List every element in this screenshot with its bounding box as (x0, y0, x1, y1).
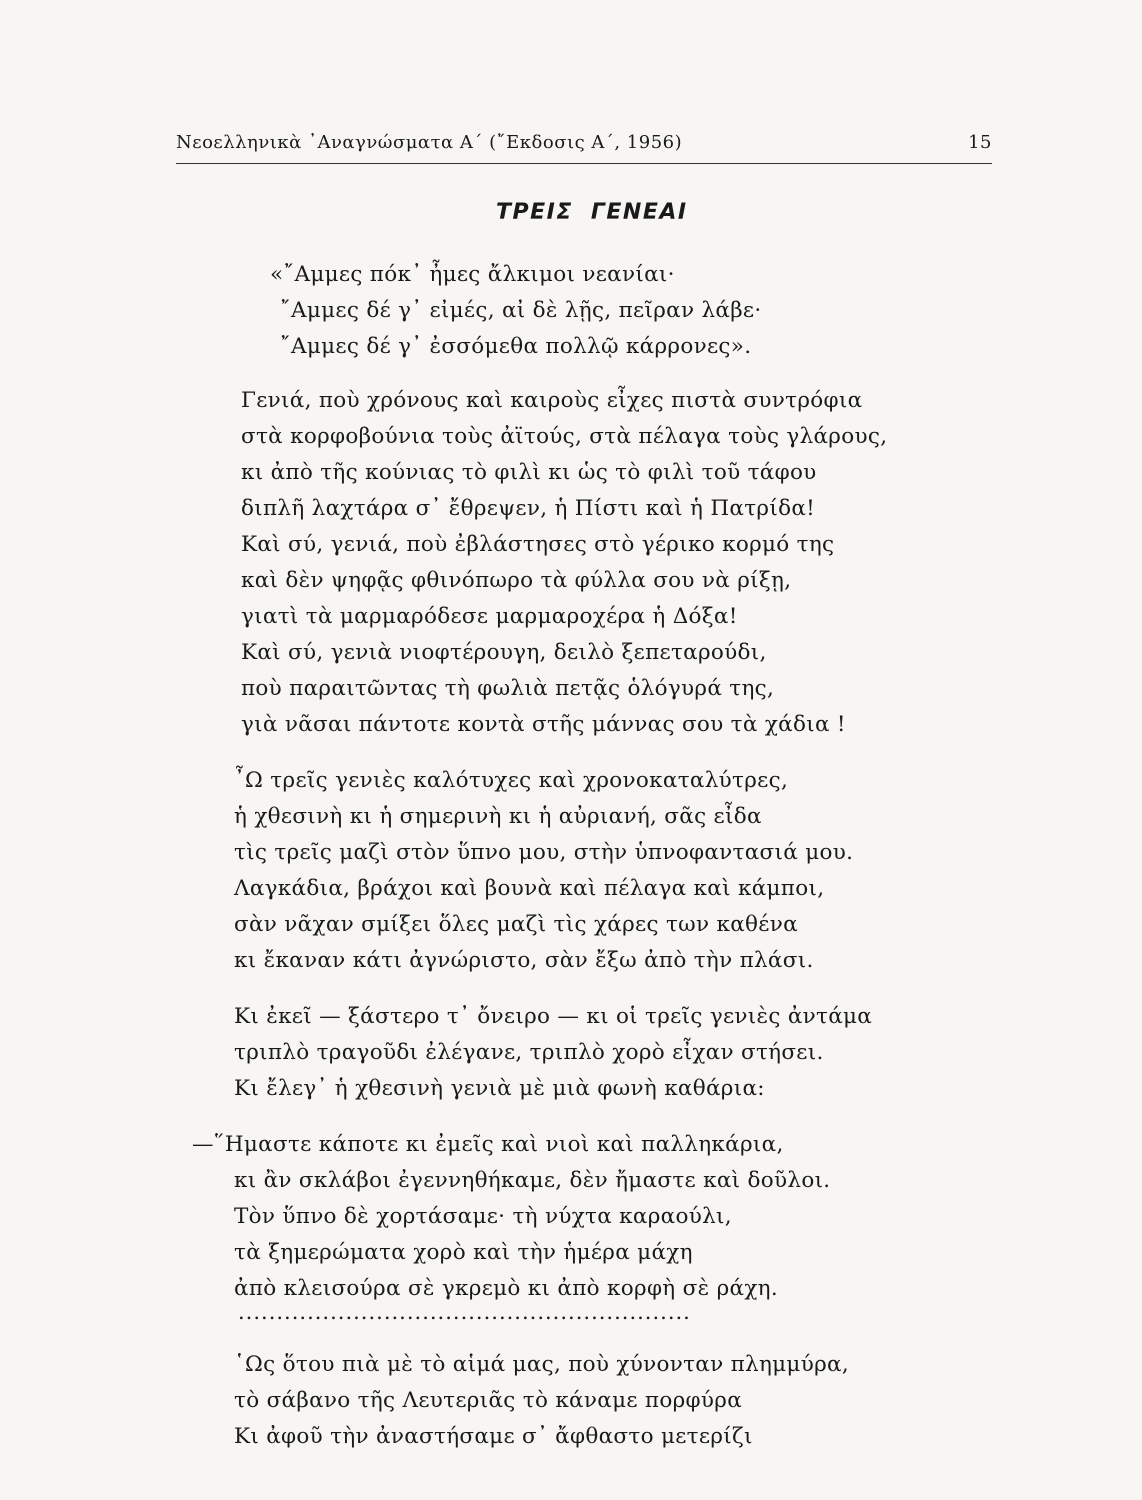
verse-line: Κι ἔλεγ᾿ ἡ χθεσινὴ γενιὰ μὲ μιὰ φωνὴ καθάρια: (234, 1076, 765, 1101)
title-word: ΤΡΕΙΣ (496, 200, 573, 225)
verse-line: γιὰ νᾶσαι πάντοτε κοντὰ στῆς μάννας σου τὰ χάδια ! (241, 712, 846, 737)
verse-line: ἡ χθεσινὴ κι ἡ σημερινὴ κι ἡ αὐριανή, σᾶς εἶδα (234, 804, 762, 829)
verse-line: Λαγκάδια, βράχοι καὶ βουνὰ καὶ πέλαγα καὶ κάμποι, (234, 876, 825, 901)
verse-line: κι ἔκαναν κάτι ἀγνώριστο, σὰν ἔξω ἀπὸ τὴν πλάσι. (234, 948, 814, 973)
verse-line: Κι ἐκεῖ — ξάστερο τ᾿ ὄνειρο — κι οἱ τρεῖς γενιὲς ἀντάμα (234, 1004, 873, 1029)
poem-title (496, 200, 688, 225)
epigraph-line: ῎Αμμες δέ γ᾿ εἰμές, αἰ δὲ λῇς, πεῖραν λάβε· (280, 298, 762, 323)
running-header (176, 132, 992, 162)
verse-line: σὰν νᾶχαν σμίξει ὅλες μαζὶ τὶς χάρες των καθένα (234, 912, 798, 937)
verse-line: ῏Ω τρεῖς γενιὲς καλότυχες καὶ χρονοκαταλύτρες, (234, 768, 789, 793)
verse-line: —῞Ημαστε κάποτε κι ἐμεῖς καὶ νιοὶ καὶ παλληκάρια, (192, 1132, 784, 1157)
verse-line: ῾Ως ὅτου πιὰ μὲ τὸ αἱμά μας, ποὺ χύνονταν πλημμύρα, (234, 1352, 849, 1377)
verse-line: κι ἂν σκλάβοι ἐγεννηθήκαμε, δὲν ἤμαστε καὶ δοῦλοι. (234, 1168, 831, 1193)
epigraph-line: «῎Αμμες πόκ᾿ ἦμες ἄλκιμοι νεανίαι· (270, 262, 675, 287)
verse-line: Καὶ σύ, γενιά, ποὺ ἐβλάστησες στὸ γέρικο κορμό της (241, 532, 835, 557)
page-number: 15 (968, 132, 992, 153)
verse-line: καὶ δὲν ψηφᾷς φθινόπωρο τὰ φύλλα σου νὰ ρίξῃ, (241, 568, 792, 593)
title-word: ΓΕΝΕΑΙ (590, 200, 688, 225)
verse-line: γιατὶ τὰ μαρμαρόδεσε μαρμαροχέρα ἡ Δόξα! (241, 604, 738, 629)
verse-line: διπλῆ λαχτάρα σ᾿ ἔθρεψεν, ἡ Πίστι καὶ ἡ Πατρίδα! (241, 496, 816, 521)
verse-line: Τὸν ὕπνο δὲ χορτάσαμε· τὴ νύχτα καραούλι, (234, 1204, 732, 1229)
ellipsis-line: ........................................................... (238, 1300, 691, 1324)
verse-line: ἀπὸ κλεισούρα σὲ γκρεμὸ κι ἀπὸ κορφὴ σὲ ράχη. (234, 1276, 778, 1301)
verse-line: τὶς τρεῖς μαζὶ στὸν ὕπνο μου, στὴν ὑπνοφαντασιά μου. (234, 840, 854, 865)
epigraph-line: ῎Αμμες δέ γ᾿ ἐσσόμεθα πολλῷ κάρρονες». (280, 334, 752, 359)
verse-line: κι ἀπὸ τῆς κούνιας τὸ φιλὶ κι ὡς τὸ φιλὶ τοῦ τάφου (241, 460, 817, 485)
verse-line: Γενιά, ποὺ χρόνους καὶ καιροὺς εἶχες πιστὰ συντρόφια (241, 388, 863, 413)
verse-line: στὰ κορφοβούνια τοὺς ἀϊτούς, στὰ πέλαγα τοὺς γλάρους, (241, 424, 888, 449)
header-rule (176, 163, 992, 164)
verse-line: τὰ ξημερώματα χορὸ καὶ τὴν ἡμέρα μάχη (234, 1240, 693, 1265)
verse-line: ποὺ παραιτῶντας τὴ φωλιὰ πετᾷς ὁλόγυρά της, (241, 676, 775, 701)
header-source: Νεοελληνικὰ ᾿Αναγνώσματα Α΄ (῎Εκδοσις Α΄, 1956) (176, 132, 683, 153)
verse-line: Καὶ σύ, γενιὰ νιοφτέρουγη, δειλὸ ξεπεταρούδι, (241, 640, 767, 665)
verse-line: τριπλὸ τραγοῦδι ἐλέγανε, τριπλὸ χορὸ εἶχαν στήσει. (234, 1040, 824, 1065)
verse-line: Κι ἀφοῦ τὴν ἀναστήσαμε σ᾿ ἄφθαστο μετερίζι (234, 1424, 753, 1449)
verse-line: τὸ σάβανο τῆς Λευτεριᾶς τὸ κάναμε πορφύρα (234, 1388, 743, 1413)
